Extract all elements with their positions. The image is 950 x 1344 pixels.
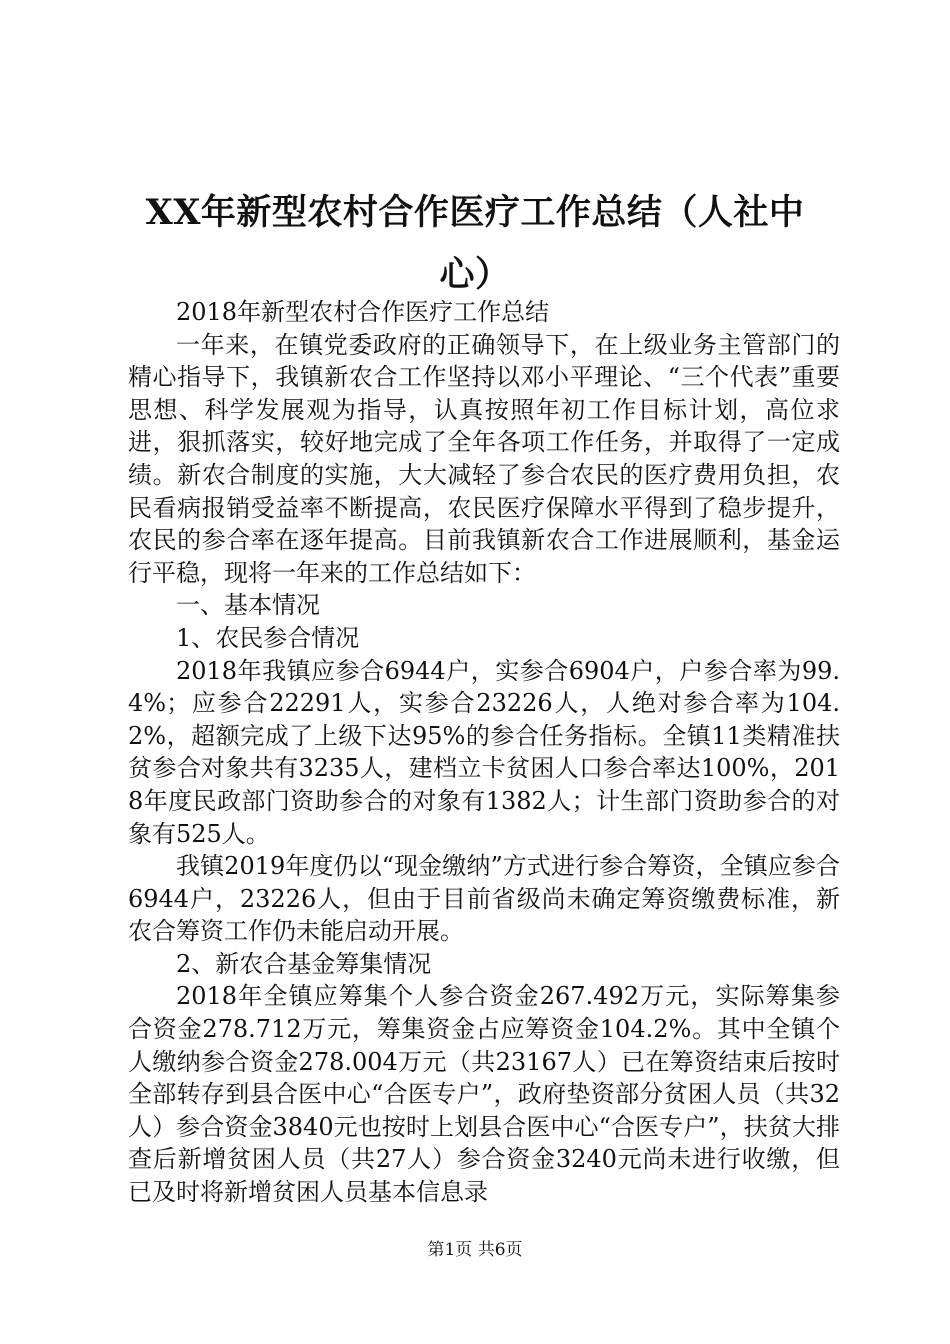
paragraph-2019-funding: 我镇2019年度仍以“现金缴纳”方式进行参合筹资，全镇应参合6944户，23226人，但由于目前省级尚未确定筹资缴费标准，新农合筹资工作仍未能启动开展。 <box>128 852 840 946</box>
page-footer: 第1页 共6页 <box>427 1240 523 1260</box>
subsection-heading-participation: 1、农民参合情况 <box>176 623 360 652</box>
paragraph-intro: 一年来，在镇党委政府的正确领导下，在上级业务主管部门的精心指导下，我镇新农合工作坚持以邓小平理论、“三个代表”重要思想、科学发展观为指导，认真按照年初工作目标计划，高位求进，狠抓落实，较好地完成了全年各项工作任务，并取得了一定成绩。新农合制度的实施，大大减轻了参合农民的医疗费用负担，农民看病报销受益率不断提高，农民医疗保障水平得到了稳步提升，农民的参合率在逐年提高。目前我镇新农合工作进展顺利，基金运行平稳，现将一年来的工作总结如下： <box>128 330 840 587</box>
paragraph-subtitle: 2018年新型农村合作医疗工作总结 <box>176 298 550 326</box>
section-heading-basic: 一、基本情况 <box>176 591 320 620</box>
paragraph-fund-stats: 2018年全镇应筹集个人参合资金267.492万元，实际筹集参合资金278.712万元，筹集资金占应筹资金104.2%。其中全镇个人缴纳参合资金278.004万元（共23167人）已在筹资结束后按时全部转存到县合医中心“合医专户”，政府垫资部分贫困人员（共32人）参合资金3840元也按时上划县合医中心“合医专户”，扶贫大排查后新增贫困人员（共27人）参合资金3240元尚未进行收缴，但已及时将新增贫困人员基本信息录 <box>128 982 840 1207</box>
subsection-heading-fund: 2、新农合基金筹集情况 <box>176 949 432 978</box>
document-body <box>128 296 840 1209</box>
paragraph-participation-stats: 2018年我镇应参合6944户，实参合6904户，户参合率为99.4%；应参合22291人，实参合23226人，人绝对参合率为104.2%，超额完成了上级下达95%的参合任务指标。全镇11类精准扶贫参合对象共有3235人，建档立卡贫困人口参合率达100%，2018年度民政部门资助参合的对象有1382人；计生部门资助参合的对象有525人。 <box>128 656 840 848</box>
document-title: XX年新型农村合作医疗工作总结（人社中心） <box>145 192 805 295</box>
